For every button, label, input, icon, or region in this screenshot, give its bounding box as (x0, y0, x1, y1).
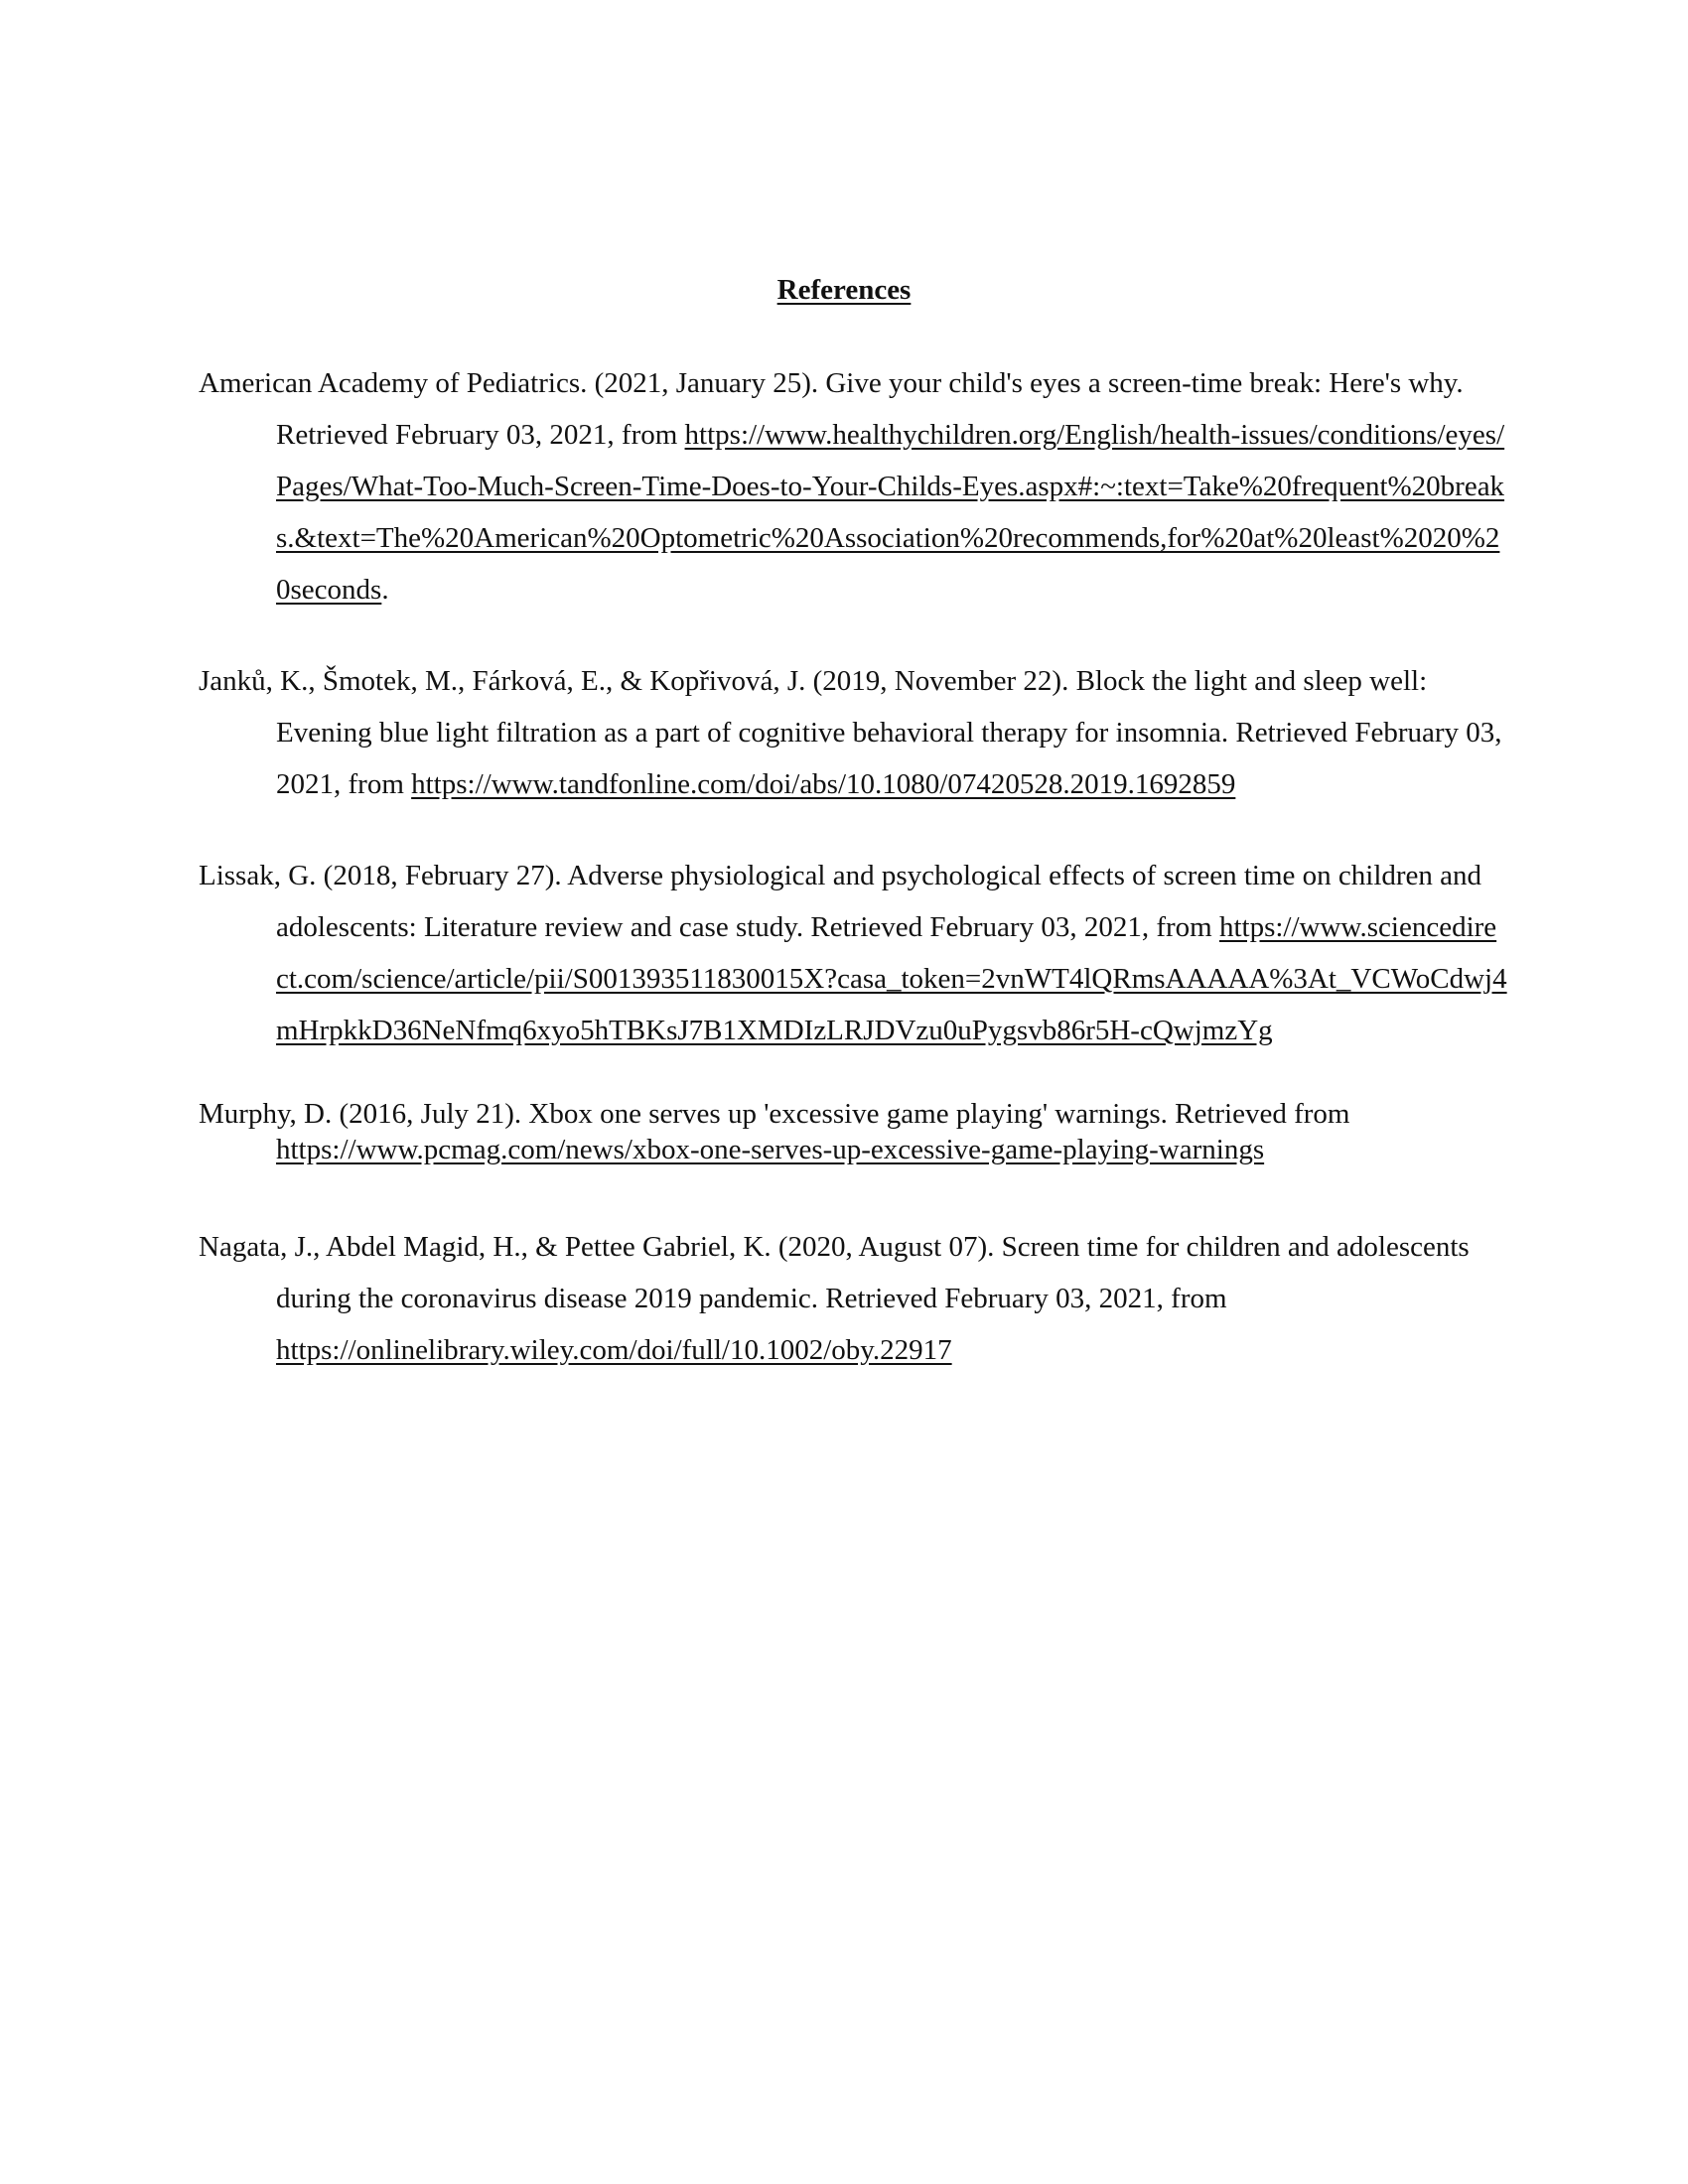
reference-text: American Academy of Pediatrics. (2021, January 25). Give your child's eyes a screen-time break: Here's why. Retrieved February 03, 2021, from (199, 367, 1464, 451)
reference-trailing: . (381, 574, 389, 606)
page-title: References (776, 274, 912, 306)
reference-text: Murphy, D. (2016, July 21). Xbox one serves up 'excessive game playing' warnings. Retrieved from (199, 1098, 1350, 1130)
reference-entry (199, 357, 1509, 615)
reference-link[interactable]: https://www.pcmag.com/news/xbox-one-serves-up-excessive-game-playing-warnings (276, 1134, 1265, 1165)
reference-link[interactable]: https://www.tandfonline.com/doi/abs/10.1080/07420528.2019.1692859 (411, 768, 1236, 800)
reference-text: Nagata, J., Abdel Magid, H., & Pettee Gabriel, K. (2020, August 07). Screen time for children and adolescents during the coronavirus disease 2019 pandemic. Retrieved February 03, 2021, from (199, 1231, 1470, 1314)
reference-entry (199, 1221, 1509, 1376)
reference-link[interactable]: https://www.sciencedirect.com/science/article/pii/S001393511830015X?casa_token=2vnWT4lQRmsAAAAA%3At_VCWoCdwj4mHrpkkD36NeNfmq6xyo5hTBKsJ7B1XMDIzLRJDVzu0uPygsvb86r5H-cQwjmzYg (276, 911, 1507, 1046)
reference-text: Lissak, G. (2018, February 27). Adverse physiological and psychological effects of screen time on children and adolescents: Literature review and case study. Retrieved February 03, 2021, from (199, 860, 1482, 943)
reference-list (199, 357, 1509, 1416)
reference-link[interactable]: https://onlinelibrary.wiley.com/doi/full/10.1002/oby.22917 (276, 1334, 952, 1366)
reference-entry (199, 1096, 1509, 1167)
reference-entry (199, 850, 1509, 1056)
reference-link[interactable]: https://www.healthychildren.org/English/health-issues/conditions/eyes/Pages/What-Too-Much-Screen-Time-Does-to-Your-Childs-Eyes.aspx#:~:text=Take%20frequent%20breaks.&text=The%20American%20Optometric%20Association%20recommends,for%20at%20least%2020%20seconds (276, 419, 1505, 606)
reference-text: Janků, K., Šmotek, M., Fárková, E., & Kopřivová, J. (2019, November 22). Block the light and sleep well: Evening blue light filtration as a part of cognitive behavioral therapy for insomnia. Retrieved February 03, 2021, from (199, 665, 1502, 800)
reference-entry (199, 655, 1509, 810)
